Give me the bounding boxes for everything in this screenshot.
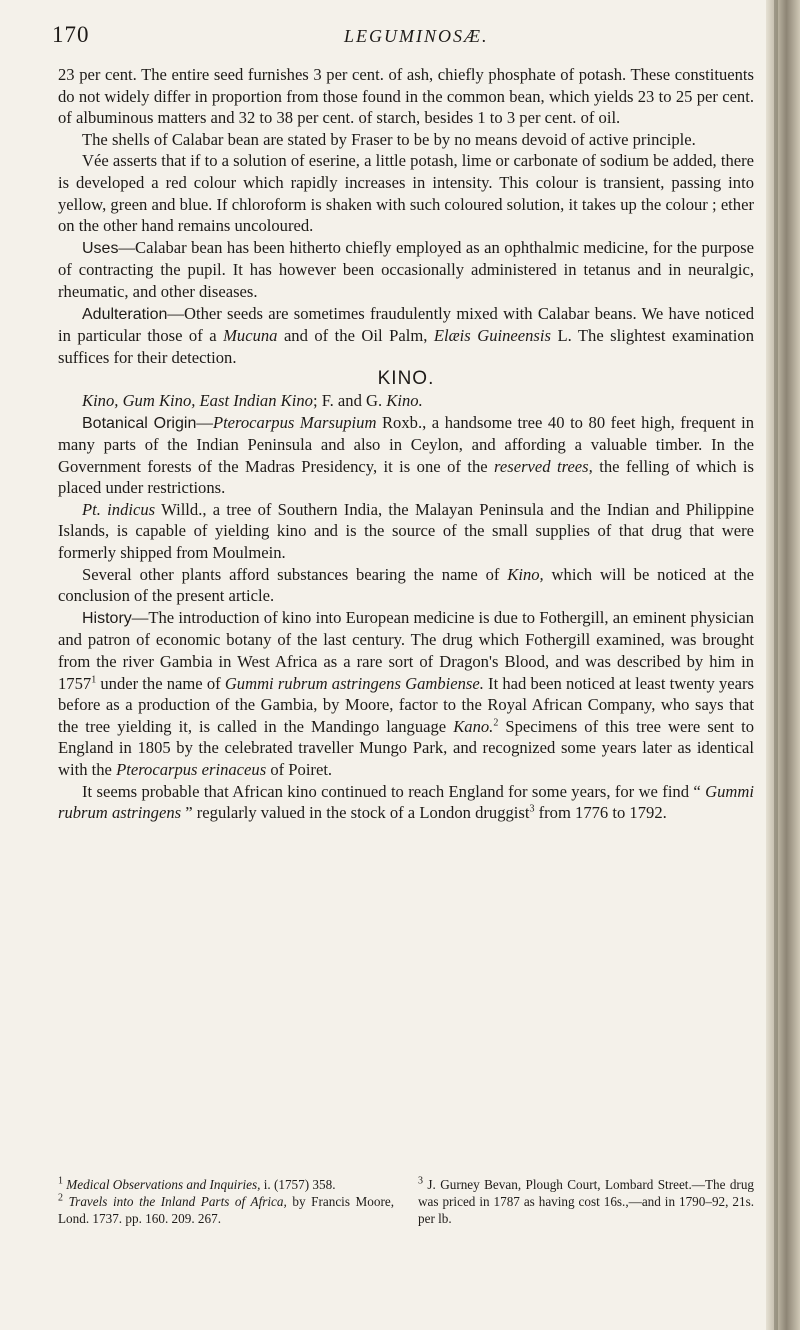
paragraph: Vée asserts that if to a solution of eserine, a little potash, lime or carbonate of sodium be added, there is developed a red colour which rapidly increases in intensity. This colour is transient, passing into yellow, green and blue. If chloroform is shaken with such coloured solution, it takes up the colour ; ether on the other hand remains uncoloured. [58, 151, 754, 236]
paragraph-text: of Poiret. [266, 760, 333, 779]
run-in-heading: History [82, 609, 132, 627]
species-name: Mucuna [223, 326, 278, 346]
footnote-ref: 2 [493, 717, 499, 729]
header-title: LEGUMINOSÆ. [344, 26, 489, 46]
paragraph [58, 781, 754, 824]
run-in-heading: Botanical Origin [82, 414, 197, 432]
species-name: Pterocarpus erinaceus [116, 760, 267, 779]
paragraph-history [58, 607, 754, 781]
footnotes-left-column [58, 1176, 394, 1227]
footnote-ref: 3 [529, 803, 535, 815]
footnote-number: 2 [58, 1192, 63, 1204]
drug-name: Gummi rubrum astringens [58, 781, 754, 823]
footnote-2 [58, 1193, 394, 1227]
paragraph: 23 per cent. The entire seed furnishes 3 per cent. of ash, chiefly phosphate of potash. These constituents do not widely differ in proportion from those found in the common bean, which yields 23 to 25 per cent. of albuminous matters and 32 to 38 per cent. of starch, besides 1 to 3 per cent. of oil. [58, 65, 754, 128]
paragraph-text: and of the Oil Palm, [277, 326, 434, 346]
paragraph [58, 499, 754, 564]
run-in-heading: Uses [82, 239, 119, 257]
emphasis: Kino, [507, 564, 544, 584]
drug-name: Gummi rubrum astringens Gambiense. [224, 673, 484, 693]
footnote-3 [418, 1176, 754, 1227]
synonym-sep: ; F. and G. [312, 390, 387, 410]
footnote-text: J. Gurney Bevan, Plough Court, Lombard Street.—The drug was priced in 1787 as having cost 16s.,—and in 1790–92, 21s. per lb. [418, 1177, 755, 1226]
paragraph-text: the felling of which is placed under restrictions. [58, 456, 754, 498]
paragraph-text: which will be noticed at the conclusion of the present article. [58, 564, 754, 606]
paragraph-text: —The introduction of kino into European medicine is due to Fothergill, an eminent physician and patron of economic botany of the last century. The drug which Fothergill examined, was brought from the river Gambia in West Africa as a rare sort of Dragon's Blood, and was described by him in 1757 [58, 607, 754, 693]
paragraph-text: Roxb., a handsome tree 40 to 80 feet high, frequent in many parts of the Indian Peninsula and also in Ceylon, and affording a valuable timber. In the Government forests of the Madras Presidency, it is one of the [58, 412, 755, 476]
footnote-title: Medical Observations and Inquiries, [66, 1177, 261, 1192]
paragraph-text: —Other seeds are sometimes fraudulently mixed with Calabar beans. We have noticed in particular those of a [58, 303, 754, 346]
species-name: Elæis Guineensis [433, 326, 551, 346]
footnote-1 [58, 1176, 394, 1193]
running-head [52, 22, 752, 52]
body-text [58, 64, 754, 824]
page-number: 170 [52, 22, 90, 47]
footnote-title: Travels into the Inland Parts of Africa, [68, 1194, 287, 1209]
paragraph-text: —Calabar bean has been hitherto chiefly employed as an ophthalmic medicine, for the purpose of contracting the pupil. It has however been occasionally administered in tetanus and in neuralgic, rheumatic, and other diseases. [58, 237, 754, 301]
run-in-heading: Adulteration [82, 305, 168, 323]
paragraph-text: under the name of [96, 673, 225, 693]
page-edge-shadow [766, 0, 800, 1330]
synonym-list: Kino, Gum Kino, East Indian Kino [82, 390, 313, 410]
paragraph-text: L. The slightest examination suffices for their detection. [58, 326, 754, 367]
footnote-ref: 1 [91, 674, 97, 686]
paragraph-text: — [196, 412, 213, 432]
emphasis: reserved trees, [494, 456, 593, 476]
paragraph [58, 564, 754, 607]
paragraph-text: It had been noticed at least twenty years before as a production of the Gambia, by Moore, factor to the Royal African Company, who says that the tree yielding it, is called in the Mandingo language [58, 673, 754, 736]
section-title-kino: KINO. [377, 368, 435, 390]
native-name: Kano. [453, 716, 494, 736]
paragraph-text: ” regularly valued in the stock of a London druggist [181, 803, 530, 823]
synonym-german: Kino. [386, 390, 423, 410]
footnote-text: by Francis Moore, Lond. 1737. pp. 160. 209. 267. [58, 1194, 394, 1226]
footnote-number: 3 [418, 1175, 423, 1187]
paragraph-adulteration [58, 303, 754, 369]
paragraph-text: It seems probable that African kino continued to reach England for some years, for we find “ [82, 781, 706, 801]
paragraph-text: Specimens of this tree were sent to England in 1805 by the celebrated traveller Mungo Park, and recognized some years later as identical with the [58, 716, 754, 779]
paragraph-text: Willd., a tree of Southern India, the Malayan Peninsula and the Indian and Philippine Islands, is capable of yielding kino and is the source of the small supplies of that drug that were formerly shipped from Moulmein. [58, 499, 754, 563]
species-name: Pterocarpus Marsupium [212, 412, 377, 432]
paragraph-uses [58, 237, 754, 303]
paragraph-botanical-origin [58, 412, 754, 499]
paragraph-text: Several other plants afford substances bearing the name of [82, 564, 508, 584]
footnote-text: i. (1757) 358. [260, 1177, 336, 1192]
footnotes-right-column [418, 1176, 754, 1227]
species-name: Pt. indicus [82, 499, 156, 519]
footnote-number: 1 [58, 1175, 63, 1187]
synonyms [58, 390, 754, 412]
paragraph-text: from 1776 to 1792. [534, 803, 667, 823]
paragraph: The shells of Calabar bean are stated by Fraser to be by no means devoid of active principle. [82, 129, 696, 149]
